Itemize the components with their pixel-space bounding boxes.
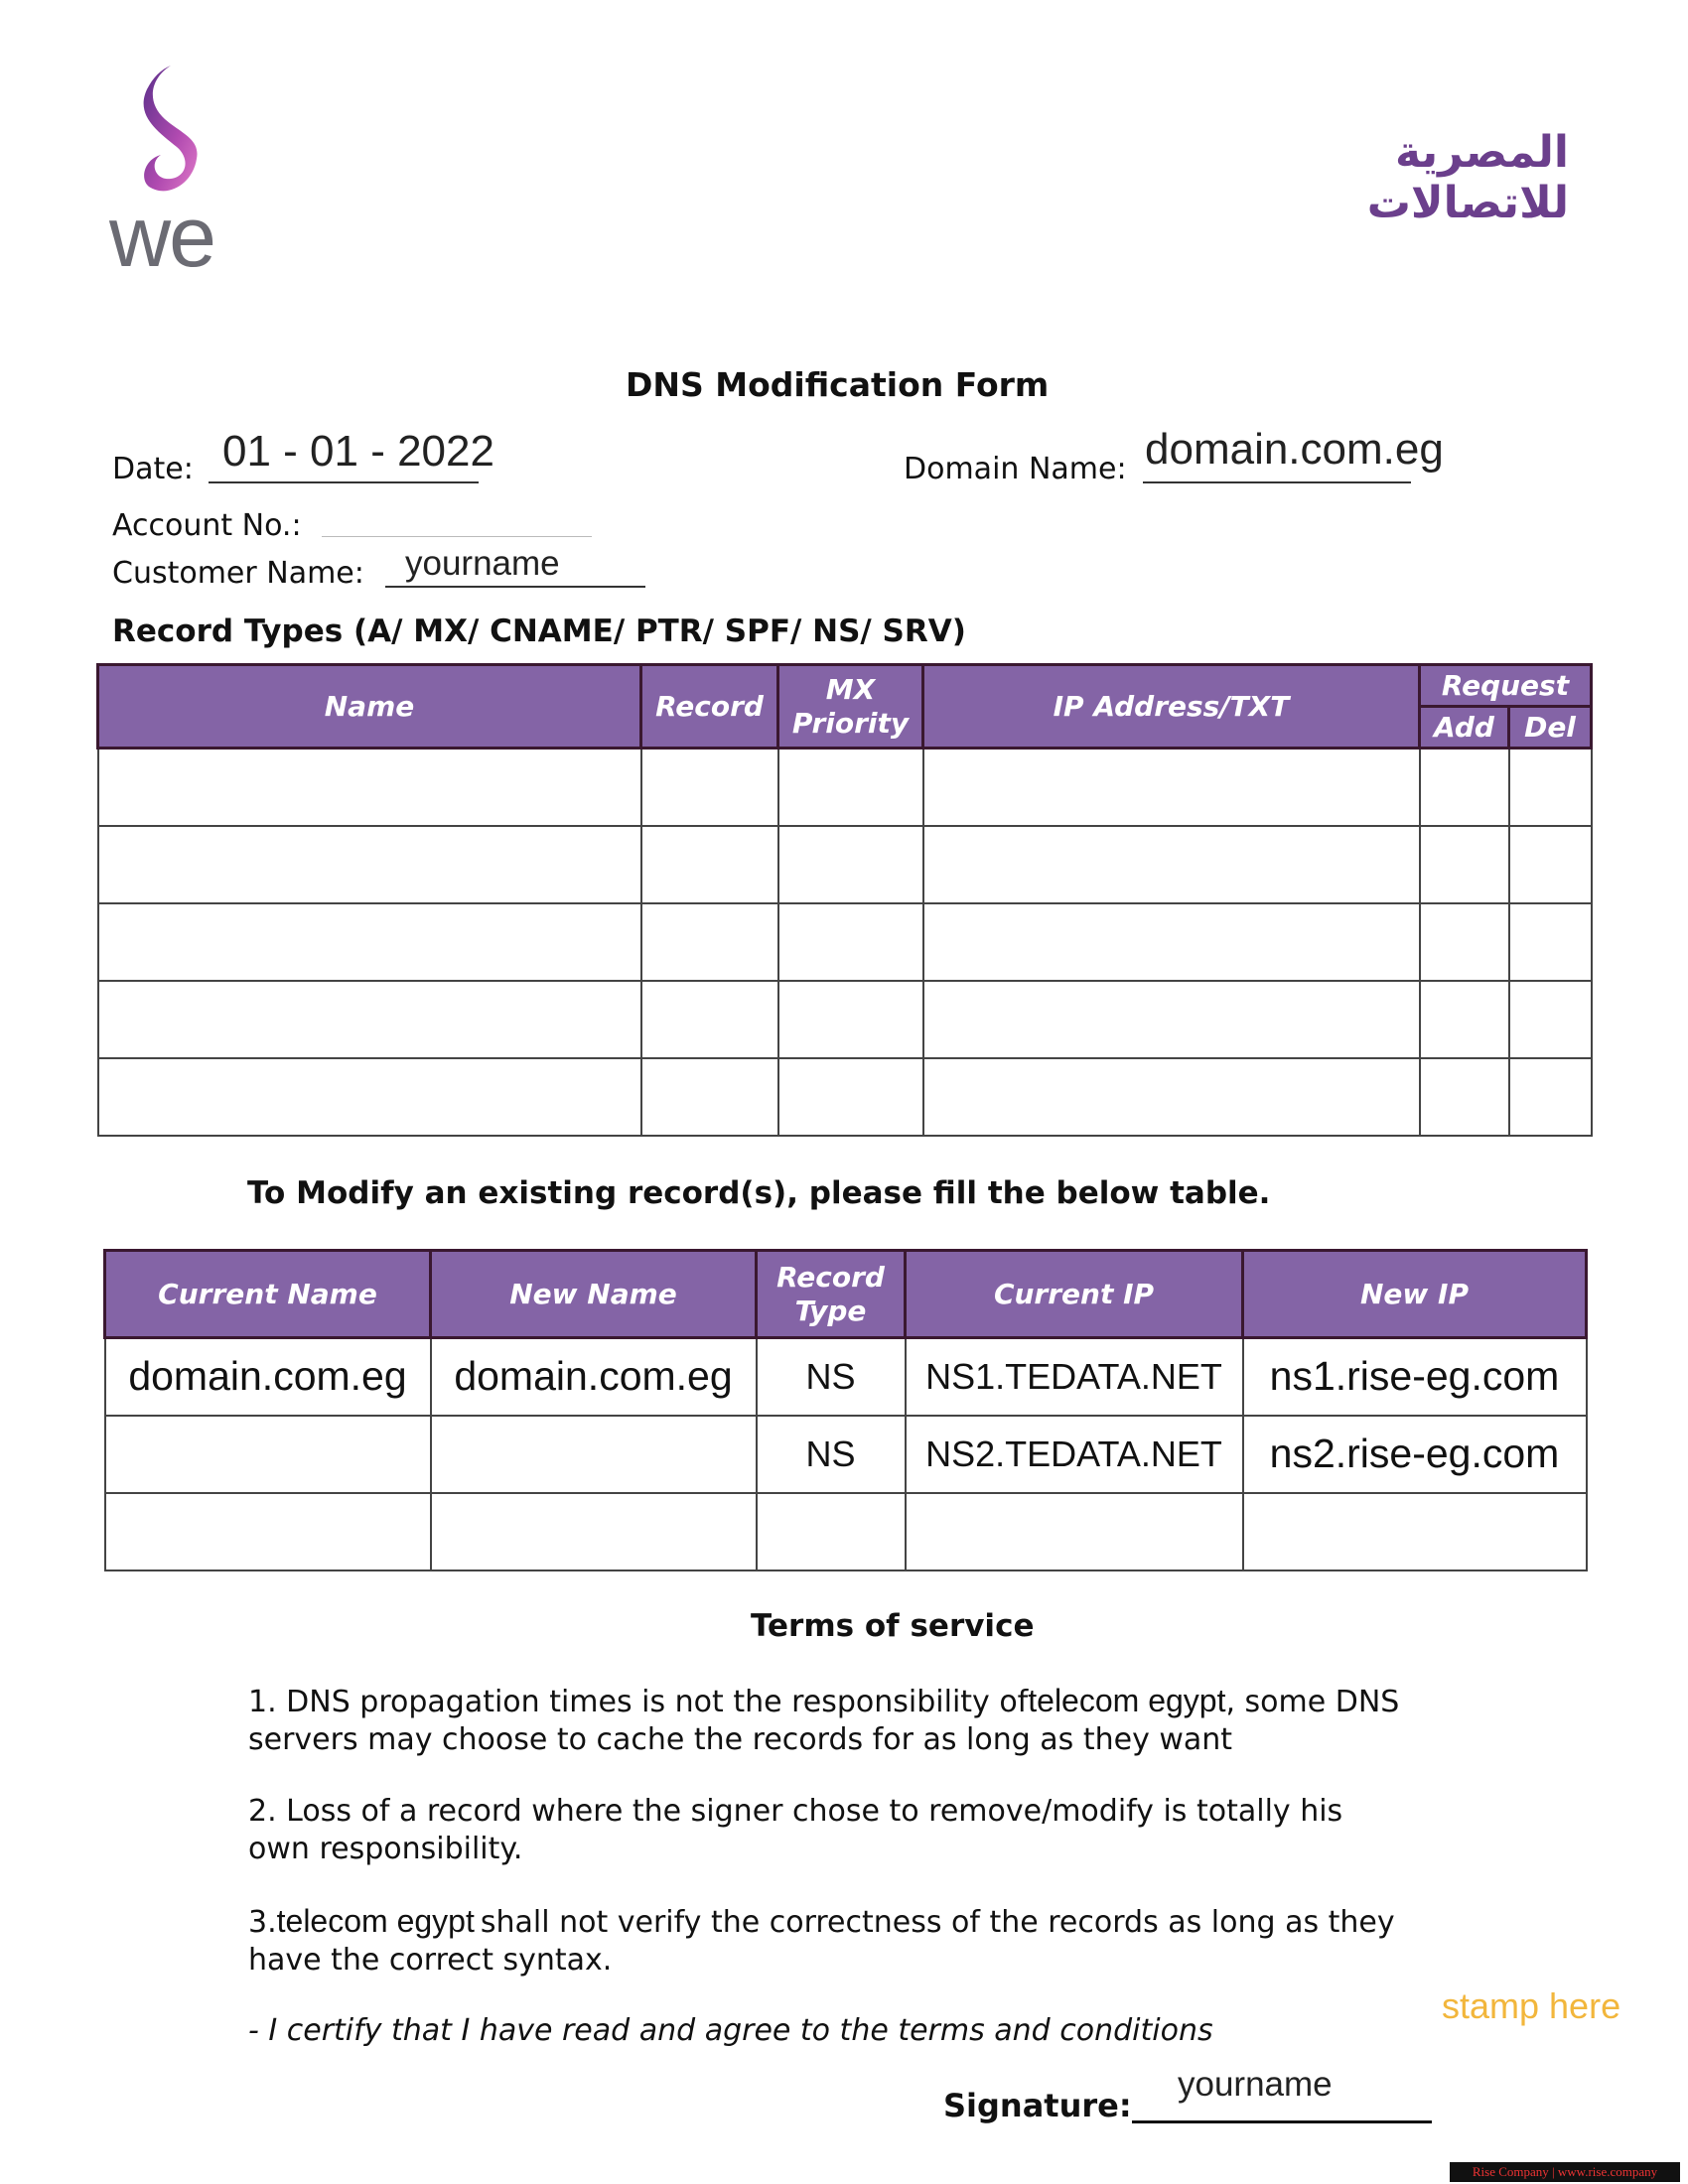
new-ip-cell[interactable] bbox=[1243, 1493, 1587, 1570]
header-record: Record bbox=[641, 665, 778, 749]
date-underline bbox=[209, 481, 479, 483]
mx-priority-cell[interactable] bbox=[778, 981, 923, 1058]
add-cell[interactable] bbox=[1420, 749, 1509, 826]
form-title: DNS Modification Form bbox=[626, 365, 1050, 404]
ip-cell[interactable] bbox=[923, 826, 1420, 903]
header-del: Del bbox=[1509, 707, 1592, 749]
record-type-cell[interactable]: NS bbox=[757, 1416, 906, 1493]
mx-priority-cell[interactable] bbox=[778, 826, 923, 903]
record-cell[interactable] bbox=[641, 981, 778, 1058]
header-current-name: Current Name bbox=[105, 1251, 431, 1338]
record-cell[interactable] bbox=[641, 749, 778, 826]
header-mx-priority: MX Priority bbox=[778, 665, 923, 749]
current-ip-cell[interactable]: NS2.TEDATA.NET bbox=[906, 1416, 1243, 1493]
customer-label: Customer Name: bbox=[112, 556, 364, 591]
del-cell[interactable] bbox=[1509, 903, 1592, 981]
current-name-cell[interactable] bbox=[105, 1493, 431, 1570]
term-3-text: 3. bbox=[248, 1905, 277, 1940]
name-cell[interactable] bbox=[98, 981, 641, 1058]
term-3-text-end: shall not verify the correctness of the records as long as they bbox=[480, 1905, 1395, 1940]
add-cell[interactable] bbox=[1420, 981, 1509, 1058]
terms-heading: Terms of service bbox=[751, 1608, 1035, 1644]
term-1-text-end: , some DNS bbox=[1225, 1685, 1400, 1719]
header-record-type: Record Type bbox=[757, 1251, 906, 1338]
modify-records-table bbox=[103, 1249, 1588, 1571]
term-2-line1: 2. Loss of a record where the signer chose to remove/modify is totally his bbox=[248, 1794, 1343, 1829]
stamp-text: stamp here bbox=[1442, 1985, 1621, 2026]
current-ip-cell[interactable]: NS1.TEDATA.NET bbox=[906, 1338, 1243, 1416]
new-name-cell[interactable] bbox=[431, 1493, 757, 1570]
footer-bar bbox=[1450, 2162, 1680, 2182]
footer-text: Rise Company | www.rise.company bbox=[1472, 2164, 1658, 2179]
customer-value[interactable]: yourname bbox=[405, 544, 560, 583]
domain-value[interactable]: domain.com.eg bbox=[1145, 425, 1444, 474]
signature-underline bbox=[1132, 2120, 1432, 2123]
domain-underline bbox=[1143, 481, 1411, 483]
add-records-table bbox=[96, 663, 1593, 1137]
term-2-line2: own responsibility. bbox=[248, 1832, 523, 1866]
current-name-cell[interactable] bbox=[105, 1416, 431, 1493]
header-new-ip: New IP bbox=[1243, 1251, 1587, 1338]
arabic-logo-text: المصرية للاتصالات bbox=[1366, 127, 1569, 228]
table-row bbox=[98, 749, 1592, 826]
new-ip-cell[interactable]: ns2.rise-eg.com bbox=[1243, 1416, 1587, 1493]
del-cell[interactable] bbox=[1509, 749, 1592, 826]
header-name: Name bbox=[98, 665, 641, 749]
add-cell[interactable] bbox=[1420, 903, 1509, 981]
add-cell[interactable] bbox=[1420, 826, 1509, 903]
term-1 bbox=[248, 1682, 1489, 1759]
term-3-line2: have the correct syntax. bbox=[248, 1943, 613, 1978]
header-request: Request bbox=[1420, 665, 1592, 707]
table-row bbox=[105, 1338, 1587, 1416]
del-cell[interactable] bbox=[1509, 1058, 1592, 1136]
name-cell[interactable] bbox=[98, 749, 641, 826]
name-cell[interactable] bbox=[98, 826, 641, 903]
date-value[interactable]: 01 - 01 - 2022 bbox=[222, 427, 494, 476]
term-3 bbox=[248, 1902, 1489, 1979]
new-name-cell[interactable]: domain.com.eg bbox=[431, 1338, 757, 1416]
ip-cell[interactable] bbox=[923, 903, 1420, 981]
table-row bbox=[98, 981, 1592, 1058]
table-row bbox=[105, 1416, 1587, 1493]
new-ip-cell[interactable]: ns1.rise-eg.com bbox=[1243, 1338, 1587, 1416]
account-label: Account No.: bbox=[112, 508, 302, 543]
name-cell[interactable] bbox=[98, 1058, 641, 1136]
del-cell[interactable] bbox=[1509, 826, 1592, 903]
del-cell[interactable] bbox=[1509, 981, 1592, 1058]
term-1-text: 1. DNS propagation times is not the responsibility of bbox=[248, 1685, 1029, 1719]
header-add: Add bbox=[1420, 707, 1509, 749]
signature-label: Signature: bbox=[943, 2087, 1132, 2124]
term-3-company: telecom egypt bbox=[276, 1903, 475, 1939]
new-name-cell[interactable] bbox=[431, 1416, 757, 1493]
term-1-line2: servers may choose to cache the records for as long as they want bbox=[248, 1722, 1233, 1757]
record-cell[interactable] bbox=[641, 903, 778, 981]
date-label: Date: bbox=[112, 452, 194, 486]
record-type-cell[interactable]: NS bbox=[757, 1338, 906, 1416]
table-row bbox=[105, 1493, 1587, 1570]
ip-cell[interactable] bbox=[923, 749, 1420, 826]
record-type-cell[interactable] bbox=[757, 1493, 906, 1570]
name-cell[interactable] bbox=[98, 903, 641, 981]
table-row bbox=[98, 826, 1592, 903]
add-cell[interactable] bbox=[1420, 1058, 1509, 1136]
ip-cell[interactable] bbox=[923, 1058, 1420, 1136]
record-cell[interactable] bbox=[641, 1058, 778, 1136]
account-underline[interactable] bbox=[322, 536, 592, 537]
header-new-name: New Name bbox=[431, 1251, 757, 1338]
header-ip-address: IP Address/TXT bbox=[923, 665, 1420, 749]
term-1-company: telecom egypt bbox=[1028, 1683, 1226, 1718]
we-logo bbox=[109, 60, 258, 285]
ip-cell[interactable] bbox=[923, 981, 1420, 1058]
record-cell[interactable] bbox=[641, 826, 778, 903]
domain-label: Domain Name: bbox=[904, 452, 1127, 486]
we-logo-text: we bbox=[109, 190, 214, 285]
mx-priority-cell[interactable] bbox=[778, 903, 923, 981]
record-types-heading: Record Types (A/ MX/ CNAME/ PTR/ SPF/ NS/ SRV) bbox=[112, 614, 966, 649]
modify-heading: To Modify an existing record(s), please fill the below table. bbox=[247, 1175, 1271, 1211]
current-name-cell[interactable]: domain.com.eg bbox=[105, 1338, 431, 1416]
header-current-ip: Current IP bbox=[906, 1251, 1243, 1338]
certify-text: - I certify that I have read and agree to the terms and conditions bbox=[248, 2013, 1213, 2048]
table-row bbox=[98, 903, 1592, 981]
current-ip-cell[interactable] bbox=[906, 1493, 1243, 1570]
table-row bbox=[98, 1058, 1592, 1136]
signature-value[interactable]: yourname bbox=[1178, 2065, 1333, 2104]
term-2 bbox=[248, 1793, 1489, 1868]
mx-priority-cell[interactable] bbox=[778, 1058, 923, 1136]
customer-underline bbox=[385, 586, 645, 588]
mx-priority-cell[interactable] bbox=[778, 749, 923, 826]
